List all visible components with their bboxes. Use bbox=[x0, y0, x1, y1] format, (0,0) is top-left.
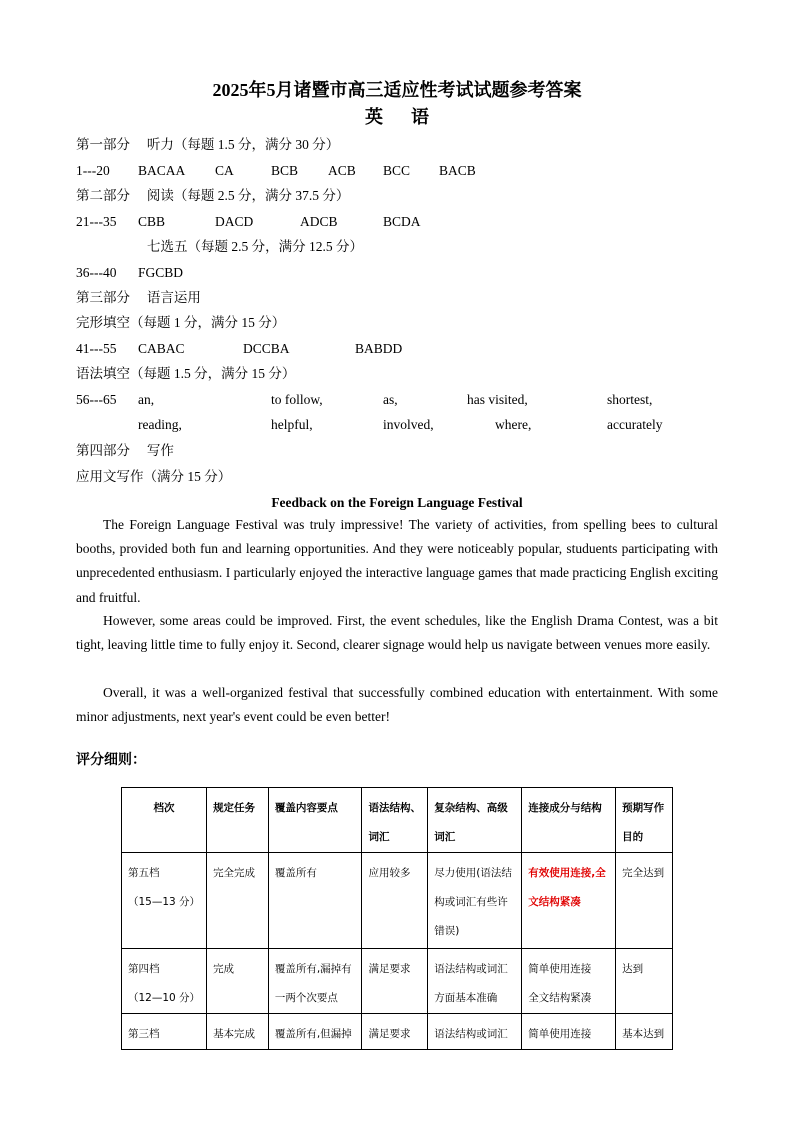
rubric-cell: 覆盖所有 bbox=[268, 853, 362, 949]
grammar-answer: reading, bbox=[138, 417, 182, 432]
grammar-answer: helpful, bbox=[271, 417, 313, 432]
rubric-cell: 第四档 （12—10 分） bbox=[122, 949, 207, 1014]
rubric-cell: 语法结构或词汇 方面基本准确 bbox=[428, 949, 522, 1014]
rubric-header-row bbox=[122, 788, 673, 853]
part3-label: 第三部分 语言运用 bbox=[76, 290, 201, 305]
rubric-cell: 第五档 （15—13 分） bbox=[122, 853, 207, 949]
answer-group: ADCB bbox=[300, 214, 338, 229]
answer-group: CABAC bbox=[138, 341, 185, 356]
grammar-answer: involved, bbox=[383, 417, 434, 432]
part2-range: 21---35 bbox=[76, 214, 117, 229]
page-title: 2025年5月诸暨市高三适应性考试试题参考答案 bbox=[212, 80, 582, 100]
grammar-range: 56---65 bbox=[76, 392, 117, 407]
rubric-cell: 覆盖所有,漏掉有 一两个次要点 bbox=[268, 949, 362, 1014]
essay-title: Feedback on the Foreign Language Festival bbox=[271, 495, 523, 510]
rubric-cell: 覆盖所有,但漏掉 bbox=[268, 1014, 362, 1050]
cloze-range: 41---55 bbox=[76, 341, 117, 356]
rubric-heading: 评分细则： bbox=[76, 752, 146, 768]
rubric-cell-highlight: 有效使用连接,全 文结构紧凑 bbox=[522, 853, 616, 949]
answer-group: BACAA bbox=[138, 163, 186, 178]
rubric-cell: 完全达到 bbox=[616, 853, 673, 949]
rubric-cell: 应用较多 bbox=[362, 853, 428, 949]
rubric-table bbox=[121, 787, 673, 1050]
rubric-cell: 满足要求 bbox=[362, 1014, 428, 1050]
part2-label: 第二部分 阅读（每题 2.5 分，满分 37.5 分） bbox=[76, 188, 350, 203]
rubric-header-cell: 连接成分与结构 bbox=[522, 788, 616, 853]
answer-group: DACD bbox=[215, 214, 254, 229]
applied-writing-label: 应用文写作（满分 15 分） bbox=[76, 469, 232, 484]
answer-group: ACB bbox=[328, 163, 356, 178]
rubric-header-cell: 档次 bbox=[122, 788, 207, 853]
rubric-header-cell: 规定任务 bbox=[207, 788, 269, 853]
rubric-header-cell: 语法结构、 词汇 bbox=[362, 788, 428, 853]
seven-choose-five-label: 七选五（每题 2.5 分，满分 12.5 分） bbox=[147, 239, 363, 254]
seven-range: 36---40 bbox=[76, 265, 117, 280]
rubric-cell: 第三档 bbox=[122, 1014, 207, 1050]
answer-group: BCB bbox=[271, 163, 299, 178]
answer-group: CA bbox=[215, 163, 234, 178]
rubric-cell: 满足要求 bbox=[362, 949, 428, 1014]
answer-group: FGCBD bbox=[138, 265, 184, 280]
subject-title: 英语 bbox=[365, 107, 457, 127]
grammar-answer: as, bbox=[383, 392, 398, 407]
answer-group: CBB bbox=[138, 214, 166, 229]
essay-paragraph: Overall, it was a well-organized festival that successfully combined education with entertainment. With some minor adjustments, next year's event could be even better! bbox=[76, 685, 718, 725]
grammar-answer: shortest, bbox=[607, 392, 653, 407]
rubric-cell: 语法结构或词汇 bbox=[428, 1014, 522, 1050]
essay-paragraph: However, some areas could be improved. First, the event schedules, like the English Drama Contest, was a bit tight, leaving little time to fully enjoy it. Second, clearer signage would help us navigate between venues more easily. bbox=[76, 613, 718, 653]
grammar-answer: has visited, bbox=[467, 392, 528, 407]
answer-group: BCC bbox=[383, 163, 411, 178]
rubric-cell: 完全完成 bbox=[207, 853, 269, 949]
rubric-row-level5 bbox=[122, 853, 673, 949]
rubric-cell: 尽力使用(语法结 构或词汇有些许 错误) bbox=[428, 853, 522, 949]
rubric-header-cell: 覆盖内容要点 bbox=[268, 788, 362, 853]
rubric-header-cell: 复杂结构、高级 词汇 bbox=[428, 788, 522, 853]
rubric-row-level3 bbox=[122, 1014, 673, 1050]
part4-label: 第四部分 写作 bbox=[76, 443, 174, 458]
cloze-label: 完形填空（每题 1 分，满分 15 分） bbox=[76, 315, 286, 330]
grammar-answer: to follow, bbox=[271, 392, 323, 407]
grammar-label: 语法填空（每题 1.5 分，满分 15 分） bbox=[76, 366, 296, 381]
rubric-cell: 达到 bbox=[616, 949, 673, 1014]
rubric-header-cell: 预期写作 目的 bbox=[616, 788, 673, 853]
rubric-cell: 完成 bbox=[207, 949, 269, 1014]
grammar-answer: accurately bbox=[607, 417, 663, 432]
answer-group: BCDA bbox=[383, 214, 421, 229]
rubric-cell: 基本达到 bbox=[616, 1014, 673, 1050]
answer-group: BABDD bbox=[355, 341, 403, 356]
part1-range: 1---20 bbox=[76, 163, 110, 178]
grammar-answer: an, bbox=[138, 392, 155, 407]
answer-group: BACB bbox=[439, 163, 476, 178]
rubric-cell: 简单使用连接 全文结构紧凑 bbox=[522, 949, 616, 1014]
answer-group: DCCBA bbox=[243, 341, 290, 356]
essay-paragraph: The Foreign Language Festival was truly impressive! The variety of activities, from spelling bees to cultural booths, provided both fun and learning opportunities. And they were noticeably popular, studuents participating with unprecedented enthusiasm. I particularly enjoyed the interactive language games that made practicing English exciting and fruitful. bbox=[76, 517, 718, 605]
rubric-cell: 简单使用连接 bbox=[522, 1014, 616, 1050]
part1-label: 第一部分 听力（每题 1.5 分，满分 30 分） bbox=[76, 137, 340, 152]
rubric-cell: 基本完成 bbox=[207, 1014, 269, 1050]
rubric-row-level4 bbox=[122, 949, 673, 1014]
grammar-answer: where, bbox=[495, 417, 532, 432]
